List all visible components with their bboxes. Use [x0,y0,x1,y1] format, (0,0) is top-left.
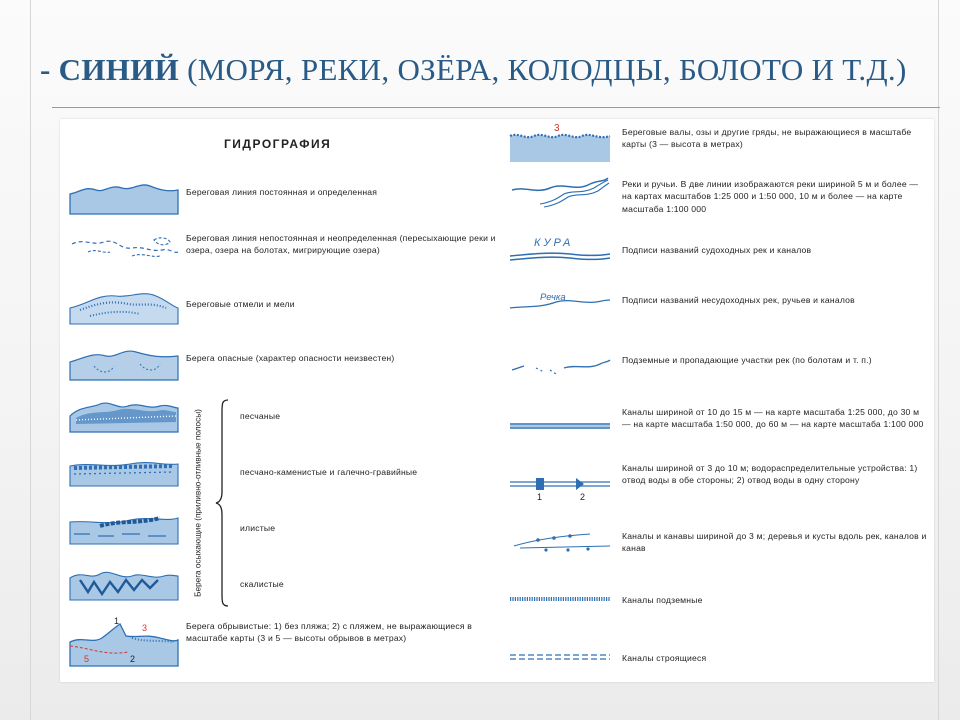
legend-left-text-2: Береговая линия непостоянная и неопределенная (пересыхающие реки и озера, озера на болотах, мигрирующие озера) [186,233,496,256]
legend-right-text-4: Подписи названий несудоходных рек, ручьев и каналов [622,295,855,305]
slide-title [40,52,940,88]
canal-device-label-2: 2 [580,492,586,502]
shoreline-dashed-symbol [70,232,178,266]
narrow-canals-symbol [510,470,610,504]
legend-right-text-1: Береговые валы, озы и другие гряды, не выражающиеся в масштабе карты (3 — высота в метрах) [622,127,912,150]
navigable-names-symbol [510,232,610,266]
frame-line-left [30,0,31,720]
bank-ridges-symbol [510,122,610,162]
title-underline [52,107,940,108]
cliff-shore-symbol [70,616,178,666]
canals-under-construction-symbol [510,650,610,664]
legend-right-text-6: Каналы шириной от 10 до 15 м — на карте масштаба 1:25 000, до 30 м — на карте масштаба 1:50 000, до 60 м — на карте масштаба 1:100 000 [622,407,924,430]
shoreline-solid-symbol [70,180,178,214]
drying-shores-note-text: Берега осыхающие (приливно-отливные полосы) [193,409,203,597]
legend-right-text-8: Каналы и канавы шириной до 3 м; деревья и кусты вдоль рек, каналов и канав [622,531,927,554]
legend-left-text-8: скалистые [240,579,284,589]
rocky-shore-symbol [70,566,178,600]
non-navigable-names-symbol [510,288,610,318]
navigable-river-name: КУРА [534,237,574,249]
legend-right-text-2: Реки и ручьи. В две линии изображаются реки шириной 5 м и более — на картах масштабов 1:25 000 и 1:50 000, 10 м и более — на карте масштаба 1:100 000 [622,179,919,214]
non-navigable-river-name: Речка [540,292,566,303]
legend-left-text-5: песчаные [240,411,281,421]
sandy-shore-symbol [70,398,178,432]
pebble-shore-symbol [70,456,178,486]
legend-right-text-7: Каналы шириной от 3 до 10 м; водораспределительные устройства: 1) отвод воды в обе стороны; 2) отвод воды в одну сторону [622,463,918,486]
wide-canals-symbol [510,418,610,434]
cliff-label-5: 5 [84,654,90,664]
legend-left-text-7: илистые [240,523,276,533]
frame-line-right [938,0,939,720]
legend-right-text-9: Каналы подземные [622,595,703,605]
bank-ridge-height-label: 3 [554,123,560,134]
legend-left-text-6: песчано-каменистые и галечно-гравийные [240,467,418,477]
legend-left-text-9: Берега обрывистые: 1) без пляжа; 2) с пляжем, не выражающиеся в масштабе карты (3 и 5 — высоты обрывов в метрах) [186,621,473,644]
legend-right-text-10: Каналы строящиеся [622,653,707,663]
cliff-label-2: 2 [130,654,136,664]
silty-shore-symbol [70,510,178,544]
underground-canals-symbol [510,592,610,606]
ditches-symbol [510,526,610,556]
legend-left-text-4: Берега опасные (характер опасности неизвестен) [186,353,395,363]
cliff-label-3: 3 [142,623,148,633]
legend-right-text-5: Подземные и пропадающие участки рек (по болотам и т. п.) [622,355,872,365]
slide-title-accent: - СИНИЙ [40,52,180,87]
slide-title-rest: (МОРЯ, РЕКИ, ОЗЁРА, КОЛОДЦЫ, БОЛОТО И Т.Д.) [179,52,907,87]
drying-shores-bracket [214,398,234,608]
underground-rivers-symbol [510,354,610,380]
legend-right-text-3: Подписи названий судоходных рек и каналов [622,245,812,255]
legend-left-text-1: Береговая линия постоянная и определенная [186,187,378,197]
legend-left-text-3: Береговые отмели и мели [186,299,295,309]
shoals-symbol [70,288,178,324]
canal-device-label-1: 1 [537,492,543,502]
cliff-label-1: 1 [114,616,120,626]
rivers-symbol [510,176,610,210]
dangerous-shore-symbol [70,344,178,380]
legend-heading: ГИДРОГРАФИЯ [224,137,332,151]
